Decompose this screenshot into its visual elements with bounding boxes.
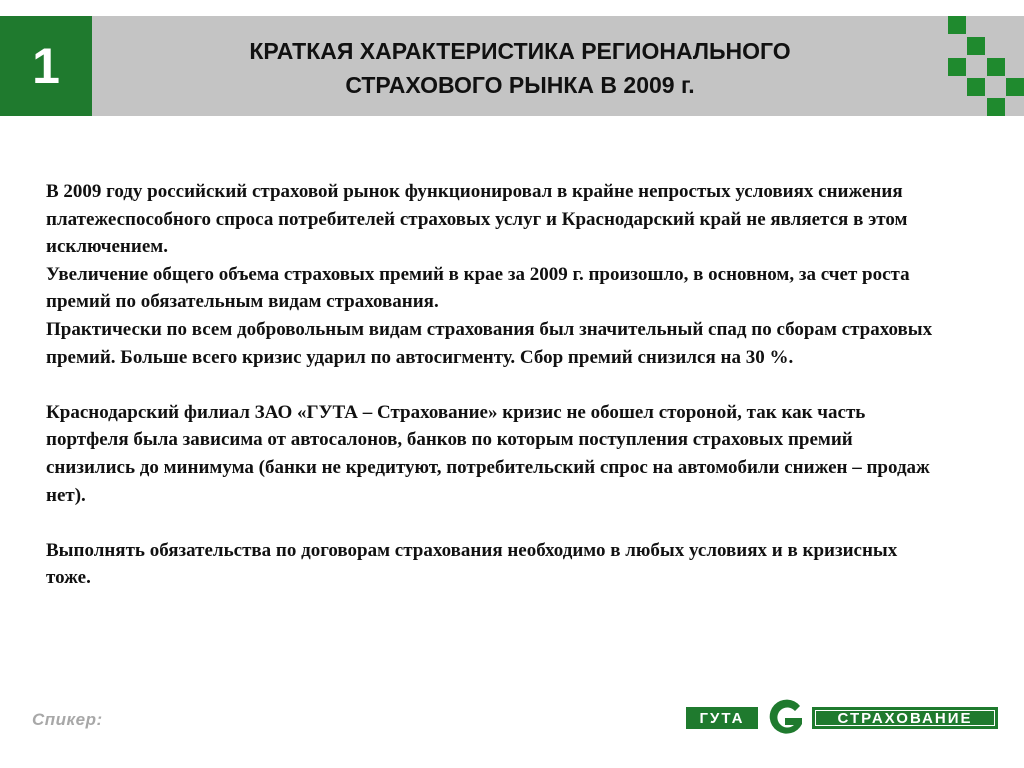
slide-number-badge [0, 16, 92, 116]
slide-number: 1 [32, 38, 60, 94]
paragraph-spacer [46, 509, 946, 537]
body-text [46, 178, 946, 592]
paragraph: Практически по всем добровольным видам страхования был значительный спад по сборам страховых премий. Больше всего кризис ударил по автосигменту. Сбор премий снизился на 30 %. [46, 318, 933, 368]
slide-title-line-1: КРАТКАЯ ХАРАКТЕРИСТИКА РЕГИОНАЛЬНОГО [249, 38, 791, 64]
logo-right-plate: СТРАХОВАНИЕ [812, 707, 998, 729]
paragraph: Выполнять обязательства по договорам страхования необходимо в любых условиях и в кризисных тоже. [46, 539, 898, 589]
logo-g-icon [762, 698, 806, 738]
slide-title [110, 34, 930, 102]
paragraph-spacer [46, 371, 946, 399]
paragraph: В 2009 году российский страховой рынок функционировал в крайне непростых условиях снижения платежеспособного спроса потребителей страховых услуг и Краснодарский край не является в этом исключением. [46, 181, 908, 258]
paragraph: Краснодарский филиал ЗАО «ГУТА – Страхование» кризис не обошел стороной, так как часть портфеля была зависима от автосалонов, банков по которым поступления страховых премий снизились до минимума (банки не кредитуют, потребительский спрос на автомобили снижен – продаж нет). [46, 401, 930, 506]
paragraph: Увеличение общего объема страховых премий в крае за 2009 г. произошло, в основном, за счет роста премий по обязательным видам страхования. [46, 263, 910, 313]
speaker-label: Спикер: [32, 710, 103, 729]
guta-logo [686, 698, 998, 738]
slide-title-line-2: СТРАХОВОГО РЫНКА В 2009 г. [345, 72, 695, 98]
logo-left-plate: ГУТА [686, 707, 758, 729]
